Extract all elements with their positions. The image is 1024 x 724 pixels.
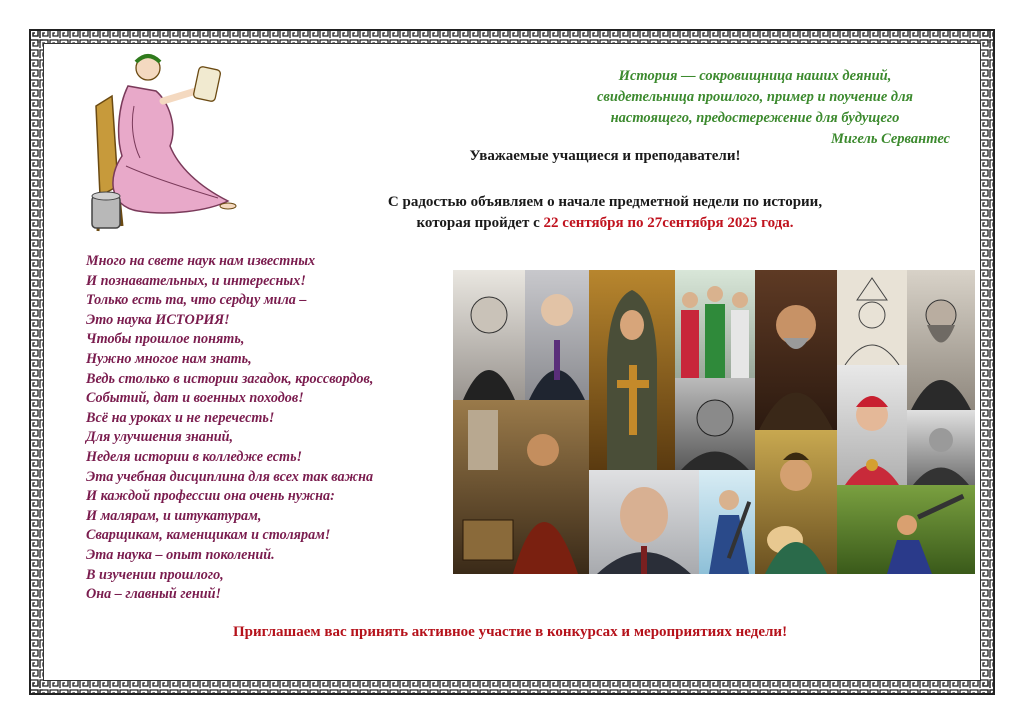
poem-line: Только есть та, что сердцу мила – xyxy=(86,292,307,309)
announcement-line xyxy=(340,213,870,234)
portrait-tile xyxy=(837,365,907,485)
poem-line: И познавательных, и интересных! xyxy=(86,272,306,289)
portrait-tile xyxy=(755,270,837,430)
portrait-collage xyxy=(453,270,975,574)
poem-line: Чтобы прошлое понять, xyxy=(86,331,245,348)
poem-line: Всё на уроках и не перечесть! xyxy=(86,409,275,426)
poem-line: Это наука ИСТОРИЯ! xyxy=(86,311,230,328)
poem-line: В изучении прошлого, xyxy=(86,566,224,583)
history-poem xyxy=(86,252,456,605)
poem-line: Событий, дат и военных походов! xyxy=(86,390,304,407)
quote-line: свидетельница прошлого, пример и поучение для xyxy=(597,89,913,105)
poem-line: Много на свете наук нам известных xyxy=(86,253,316,269)
greeting-heading: Уважаемые учащиеся и преподаватели! xyxy=(469,148,741,164)
event-dates: 22 сентября по 27сентября 2025 года. xyxy=(543,215,794,231)
poem-line: Сварщикам, каменщикам и столярам! xyxy=(86,527,331,544)
portrait-tile xyxy=(589,270,675,470)
poem-line: И каждой профессии она очень нужна: xyxy=(86,488,335,505)
portrait-tile xyxy=(589,470,699,574)
poem-line: Эта наука – опыт поколений. xyxy=(86,546,275,563)
announcement-prefix: которая пройдет с xyxy=(416,215,544,231)
quote-line: настоящего, предостережение для будущего xyxy=(610,110,900,126)
portrait-tile xyxy=(525,270,589,400)
portrait-tile xyxy=(675,270,755,378)
poem-line: Ведь столько в истории загадок, кроссвордов, xyxy=(86,370,374,387)
poem-line: Она – главный гений! xyxy=(86,586,222,603)
announcement-line: С радостью объявляем о начале предметной недели по истории, xyxy=(387,194,823,210)
portrait-tile xyxy=(453,400,589,574)
invitation-text: Приглашаем вас принять активное участие в конкурсах и мероприятиях недели! xyxy=(232,624,788,640)
portrait-tile xyxy=(837,485,975,574)
poem-line: И малярам, и штукатурам, xyxy=(86,507,262,524)
portrait-tile xyxy=(907,410,975,485)
quote-line: История — сокровищница наших деяний, xyxy=(618,68,892,84)
portrait-tile xyxy=(907,270,975,410)
cervantes-quote xyxy=(540,66,970,150)
portrait-tile xyxy=(675,378,755,470)
poem-line: Неделя истории в колледже есть! xyxy=(86,448,303,465)
poem-line: Нужно многое нам знать, xyxy=(86,350,252,367)
announcement xyxy=(340,192,870,234)
portrait-tile xyxy=(699,470,759,574)
portrait-tile xyxy=(453,270,525,400)
poem-line: Эта учебная дисциплина для всех так важна xyxy=(86,468,374,485)
portrait-tile xyxy=(837,270,907,365)
poem-line: Для улучшения знаний, xyxy=(86,429,234,446)
portrait-tile xyxy=(755,430,837,574)
quote-author: Мигель Сервантес xyxy=(831,131,950,147)
clio-muse-illustration xyxy=(78,46,248,236)
